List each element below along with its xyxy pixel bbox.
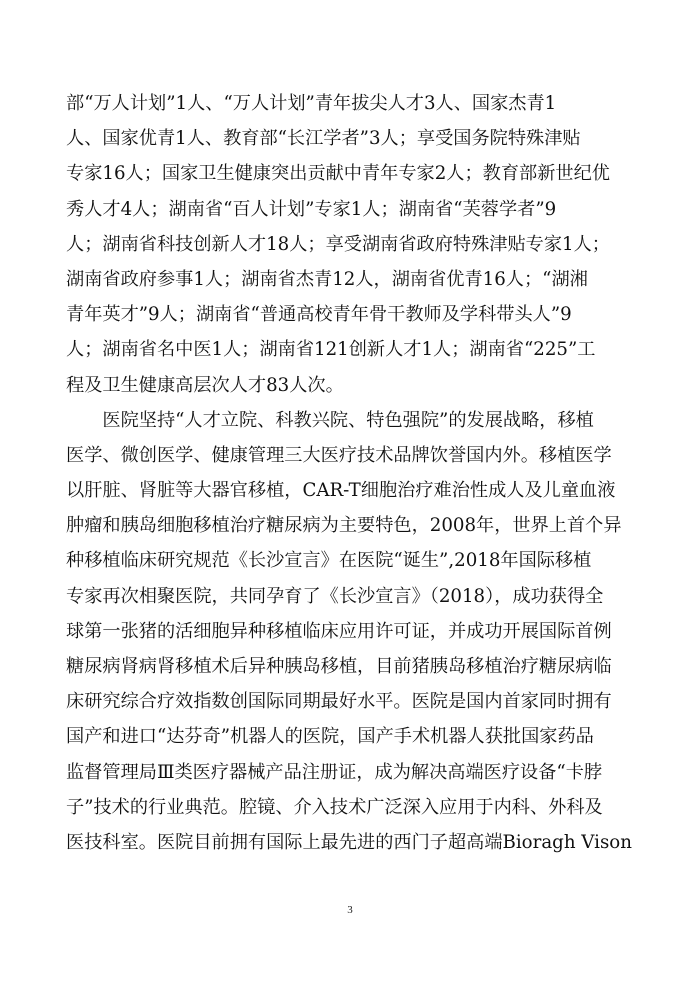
text-line: 子”技术的行业典范。腔镜、介入技术广泛深入应用于内科、外科及 (66, 796, 603, 818)
text-line: 监督管理局Ⅲ类医疗器械产品注册证，成为解决高端医疗设备“卡脖 (66, 761, 603, 783)
text-line: 医学、微创医学、健康管理三大医疗技术品牌饮誉国内外。移植医学 (66, 444, 612, 466)
text-line: 专家16人；国家卫生健康突出贡献中青年专家2人；教育部新世纪优 (66, 163, 610, 185)
text-line: 床研究综合疗效指数创国际同期最好水平。医院是国内首家同时拥有 (66, 691, 612, 713)
page-number: 3 (347, 904, 353, 916)
text-line: 秀人才4人；湖南省“百人计划”专家1人；湖南省“芙蓉学者”9 (66, 198, 557, 220)
text-line: 人；湖南省名中医1人；湖南省121创新人才1人；湖南省“225”工 (66, 339, 596, 361)
text-line: 程及卫生健康高层次人才83人次。 (66, 374, 344, 396)
text-line: 医技科室。医院目前拥有国际上最先进的西门子超高端Bioragh Vison (66, 831, 632, 853)
text-line: 部“万人计划”1人、“万人计划”青年拔尖人才3人、国家杰青1 (66, 93, 557, 114)
text-line: 肿瘤和胰岛细胞移植治疗糖尿病为主要特色，2008年，世界上首个异 (66, 515, 622, 537)
paragraph-start-line: 医院坚持“人才立院、科教兴院、特色强院”的发展战略，移植 (66, 409, 594, 431)
text-line: 糖尿病肾病肾移植术后异种胰岛移植，目前猪胰岛移植治疗糖尿病临 (66, 656, 612, 677)
text-line: 湖南省政府参事1人；湖南省杰青12人，湖南省优青16人；“湖湘 (66, 268, 588, 290)
text-line: 人、国家优青1人、教育部“长江学者”3人；享受国务院特殊津贴 (66, 128, 581, 150)
text-line: 专家再次相聚医院，共同孕育了《长沙宣言》（2018），成功获得全 (66, 585, 604, 607)
text-line: 以肝脏、肾脏等大器官移植，CAR-T细胞治疗难治性成人及儿童血液 (66, 480, 616, 502)
body-text (66, 86, 636, 860)
text-line: 种移植临床研究规范《长沙宣言》在医院“诞生”,2018年国际移植 (66, 550, 592, 572)
text-line: 国产和进口“达芬奇”机器人的医院，国产手术机器人获批国家药品 (66, 726, 594, 748)
text-line: 球第一张猪的活细胞异种移植临床应用许可证，并成功开展国际首例 (66, 620, 612, 642)
text-line: 青年英才”9人；湖南省“普通高校青年骨干教师及学科带头人”9 (66, 304, 572, 326)
text-line: 人；湖南省科技创新人才18人；享受湖南省政府特殊津贴专家1人； (66, 233, 610, 255)
